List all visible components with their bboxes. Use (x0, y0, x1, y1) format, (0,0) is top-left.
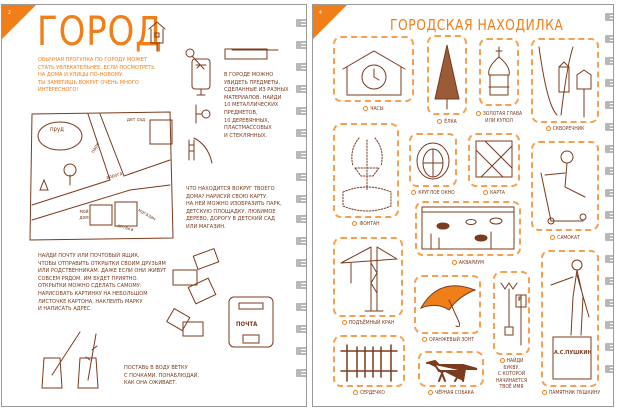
spiral-ring (296, 259, 307, 267)
item-label-crane[interactable]: ПОДЪЁМНЫЙ КРАН (327, 320, 409, 327)
spiral-ring (605, 299, 614, 307)
map-label-road: дорога (105, 170, 124, 182)
item-label-pushkin[interactable]: ПАМЯТНИК ПУШКИНУ (531, 390, 611, 397)
item-label-black-dog[interactable]: ЧЁРНАЯ СОБАКА (413, 390, 489, 397)
starling-house-illustration (537, 45, 593, 117)
item-label-letter[interactable]: НАЙДИ БУКВУ, С КОТОРОЙ НАЧИНАЕТСЯ ТВОЁ ИМЯ (495, 358, 528, 390)
metro-sign-illustration (497, 277, 527, 351)
spiral-ring (605, 123, 614, 131)
branches-in-vases-illustration (38, 330, 123, 392)
orange-umbrella-illustration (419, 280, 477, 330)
parking-sign-letter: P (518, 296, 522, 303)
spiral-ring (296, 237, 307, 245)
page-number: 4 (319, 10, 322, 16)
spiral-ring (296, 347, 307, 355)
spiral-ring (605, 343, 614, 351)
postcards-illustration (167, 250, 227, 345)
item-label-round-window[interactable]: КРУГЛОЕ ОКНО (401, 190, 465, 197)
spiral-ring (296, 281, 307, 289)
scooter-illustration (537, 147, 593, 227)
clock-illustration (341, 47, 407, 97)
spiral-ring (296, 369, 307, 377)
map-illustration (475, 140, 513, 178)
item-label-fountain[interactable]: ФОНТАН (333, 221, 399, 228)
map-label-shop: магазин (136, 207, 157, 223)
spiral-ring (605, 233, 614, 241)
map-label-my-home: мой дом (79, 209, 89, 221)
spiral-ring (296, 107, 307, 115)
page-title: ГОРОД (37, 9, 163, 55)
crane-illustration (339, 243, 399, 313)
spiral-ring (605, 145, 614, 153)
spiral-ring (605, 13, 614, 21)
spiral-ring (296, 63, 307, 71)
spiral-ring (605, 277, 614, 285)
spiral-ring (296, 85, 307, 93)
spiral-ring (296, 195, 307, 203)
post-text: НАЙДИ ПОЧТУ ИЛИ ПОЧТОВЫЙ ЯЩИК, ЧТОБЫ ОТПРАВИТЬ ОТКРЫТКИ СВОИМ ДРУЗЬЯМ ИЛИ РОДСТВЕННИКАМ. ДАЖЕ ЕСЛИ ОНИ ЖИВУТ СОВСЕМ РЯДОМ, ИМ БУДЕТ ПРИЯТНО. ОТКРЫТКИ МОЖНО СДЕЛАТЬ САМОМУ: НАРИСОВАТЬ КАРТИНКУ НА НЕБОЛЬШОМ ЛИСТОЧКЕ КАРТОНА, НАКЛЕИТЬ МАРКУ И НАПИСАТЬ АДРЕС. (38, 253, 167, 313)
materials-text: В ГОРОДЕ МОЖНО УВИДЕТЬ ПРЕДМЕТЫ, СДЕЛАННЫЕ ИЗ РАЗНЫХ МАТЕРИАЛОВ. НАЙДИ 10 МЕТАЛЛИЧЕСКИХ ПРЕДМЕТОВ, 10 ДЕРЕВЯННЫХ, ПЛАСТМАССОВЫХ И СТЕКЛЯННЫХ. (224, 72, 289, 139)
spiral-ring (605, 57, 614, 65)
black-dog-illustration (425, 357, 479, 383)
left-page (1, 4, 307, 407)
spiral-ring (296, 215, 307, 223)
pushkin-monument-illustration (547, 257, 595, 382)
spiral-ring (296, 129, 307, 137)
item-label-fir-tree[interactable]: ЁЛКА (427, 119, 467, 126)
spiral-ring (296, 303, 307, 311)
map-label-pharmacy: аптека (116, 222, 135, 234)
spiral-ring (296, 19, 307, 27)
item-label-starling-house[interactable]: СКВОРЕЧНИК (531, 126, 599, 133)
spiral-ring (296, 173, 307, 181)
spiral-ring (605, 365, 614, 373)
map-label-pond: пруд (50, 126, 64, 133)
item-label-umbrella[interactable]: ОРАНЖЕВЫЙ ЗОНТ (408, 337, 488, 344)
birdhouse-illustration (147, 21, 167, 51)
spiral-ring (296, 41, 307, 49)
page-number: 2 (8, 10, 11, 16)
aquarium-illustration (421, 206, 515, 250)
spiral-ring (605, 211, 614, 219)
spiral-ring (296, 325, 307, 333)
dome-illustration (485, 45, 513, 100)
spiral-ring (605, 321, 614, 329)
item-label-clock[interactable]: ЧАСЫ (333, 106, 414, 113)
monument-inscription: А.С.ПУШКИН (554, 350, 592, 356)
fir-tree-illustration (431, 43, 463, 111)
spiral-ring (605, 167, 614, 175)
map-label-park: парк (90, 141, 102, 155)
heart-fence-illustration (339, 341, 399, 381)
page-title: ГОРОДСКАЯ НАХОДИЛКА (390, 16, 564, 34)
spiral-ring (605, 35, 614, 43)
fountain-illustration (339, 130, 395, 215)
item-label-map[interactable]: КАРТА (468, 190, 520, 197)
spiral-ring (296, 151, 307, 159)
spiral-ring (605, 101, 614, 109)
spiral-ring (605, 189, 614, 197)
round-window-illustration (415, 139, 451, 181)
item-label-dome[interactable]: ЗОЛОТАЯ ГЛАВА ИЛИ КУПОЛ (473, 111, 525, 124)
item-label-scooter[interactable]: САМОКАТ (531, 235, 599, 242)
postbox-label: ПОЧТА (236, 321, 258, 328)
intro-text: ОБЫЧНАЯ ПРОГУЛКА ПО ГОРОДУ МОЖЕТ СТАТЬ УВЛЕКАТЕЛЬНЕЕ, ЕСЛИ ПОСМОТРЕТЬ НА ДОМА И УЛИЦЫ ПО-НОВОМУ. ТЫ ЗАМЕТИШЬ ВОКРУГ ОЧЕНЬ МНОГО ИНТЕРЕСНОГО! (38, 57, 155, 94)
spiral-ring (605, 255, 614, 263)
right-page (312, 4, 614, 407)
item-label-heart[interactable]: СЕРДЕЧКО (333, 390, 405, 397)
spiral-ring (605, 79, 614, 87)
map-text: ЧТО НАХОДИТСЯ ВОКРУГ ТВОЕГО ДОМА? НАРИСУЙ СВОЮ КАРТУ. НА НЕЙ МОЖНО ИЗОБРАЗИТЬ ПАРК, ДЕТСКУЮ ПЛОЩАДКУ, ЛЮБИМОЕ ДЕРЕВО, ДОРОГУ В ДЕТСКИЙ САД ИЛИ МАГАЗИН. (186, 186, 282, 230)
metal-objects-illustration (182, 45, 252, 165)
map-label-kindergarten: дет сад (126, 117, 146, 123)
branch-text: ПОСТАВЬ В ВОДУ ВЕТКУ С ПОЧКАМИ. ПОНАБЛЮДАЙ, КАК ОНА ОЖИВАЕТ. (124, 365, 200, 387)
item-label-aquarium[interactable]: АКВАРИУМ (415, 260, 521, 267)
